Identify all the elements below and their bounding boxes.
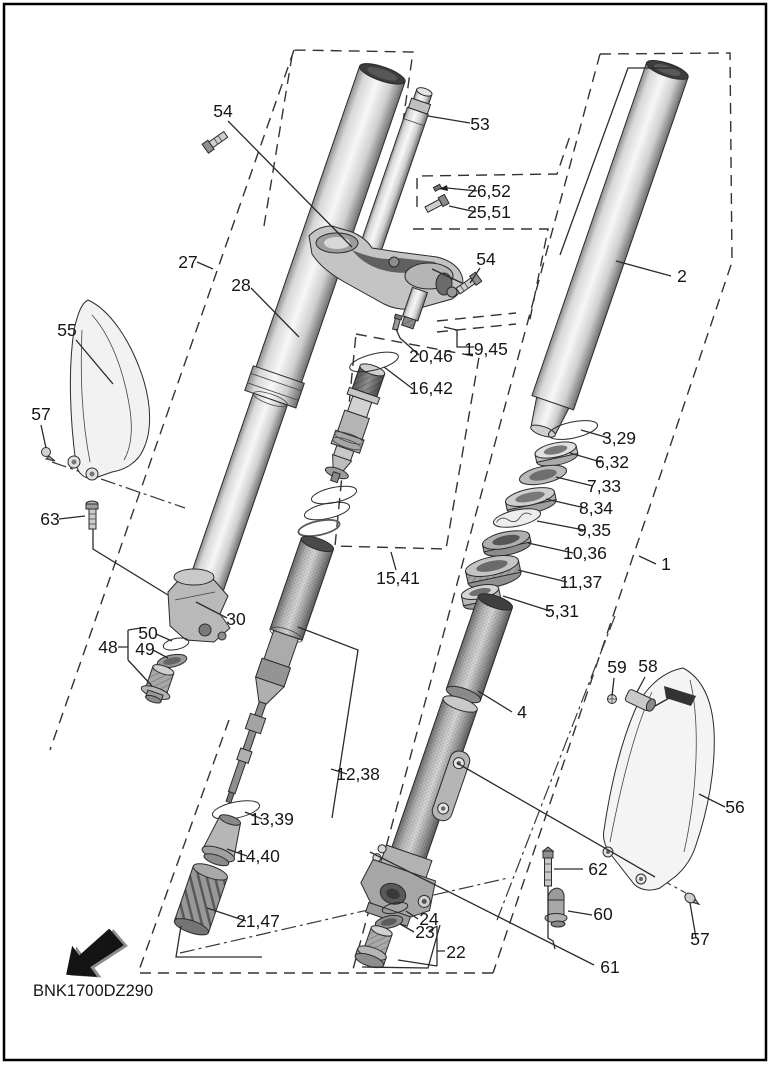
part-label-16-42: 16,42 — [409, 378, 453, 398]
part-label-6-32: 6,32 — [594, 452, 630, 472]
damper-assembly — [319, 360, 389, 486]
part-label-59: 59 — [607, 657, 627, 677]
right-outer-tube — [521, 57, 691, 443]
part-label-15-41: 15,41 — [376, 568, 420, 588]
part-label-2: 2 — [677, 266, 687, 286]
part-label-60: 60 — [593, 904, 613, 924]
part-label-57-left: 57 — [31, 404, 51, 424]
part-label-1: 1 — [661, 554, 671, 574]
part-label-3-29: 3,29 — [601, 428, 637, 448]
part-bolt-62 — [543, 847, 553, 886]
damper-rings — [297, 483, 358, 539]
cartridge-rod — [212, 533, 335, 807]
part-label-23: 23 — [415, 922, 435, 942]
part-label-54-top: 54 — [213, 101, 233, 121]
part-label-55: 55 — [57, 320, 77, 340]
part-label-56: 56 — [725, 797, 745, 817]
part-label-27: 27 — [178, 252, 198, 272]
part-label-14-40: 14,40 — [236, 846, 280, 866]
part-label-30: 30 — [226, 609, 246, 629]
part-bolt-20 — [392, 314, 403, 330]
part-label-48: 48 — [98, 637, 118, 657]
part-screw-57-right — [683, 891, 702, 908]
part-label-20-46: 20,46 — [409, 346, 453, 366]
part-bolt-54-top — [202, 130, 229, 153]
part-pin-26 — [433, 184, 441, 191]
part-label-58: 58 — [638, 656, 658, 676]
part-label-25-51: 25,51 — [467, 202, 511, 222]
inner-tube — [388, 590, 514, 868]
part-label-5-31: 5,31 — [544, 601, 580, 621]
part-label-61: 61 — [600, 957, 620, 977]
part-label-22: 22 — [446, 942, 466, 962]
fwd-arrow-label: FWD — [82, 935, 116, 966]
part-label-49: 49 — [135, 639, 155, 659]
part-label-57-right: 57 — [690, 929, 710, 949]
part-axle-bolt — [353, 922, 395, 971]
part-bolt-25 — [424, 194, 449, 214]
part-label-7-33: 7,33 — [586, 476, 622, 496]
part-oil-seal — [481, 527, 533, 559]
part-label-10-36: 10,36 — [563, 543, 607, 563]
part-label-26-52: 26,52 — [467, 181, 511, 201]
part-label-62: 62 — [588, 859, 608, 879]
part-label-54-right: 54 — [476, 249, 496, 269]
part-label-9-35: 9,35 — [576, 520, 612, 540]
part-label-4: 4 — [517, 702, 527, 722]
part-label-21-47: 21,47 — [236, 911, 280, 931]
part-label-63: 63 — [40, 509, 60, 529]
part-label-53: 53 — [470, 114, 490, 134]
part-screw-57-left — [42, 448, 56, 462]
part-label-11-37: 11,37 — [559, 572, 603, 592]
part-label-8-34: 8,34 — [578, 498, 614, 518]
part-label-28: 28 — [231, 275, 251, 295]
left-protector — [68, 300, 150, 480]
part-label-13-39: 13,39 — [250, 809, 294, 829]
part-label-19-45: 19,45 — [464, 339, 508, 359]
part-bolt-63 — [86, 501, 98, 529]
part-label-24: 24 — [419, 909, 439, 929]
part-label-12-38: 12,38 — [336, 764, 380, 784]
part-label-50: 50 — [138, 623, 158, 643]
drawing-code: BNK1700DZ290 — [33, 982, 154, 1000]
